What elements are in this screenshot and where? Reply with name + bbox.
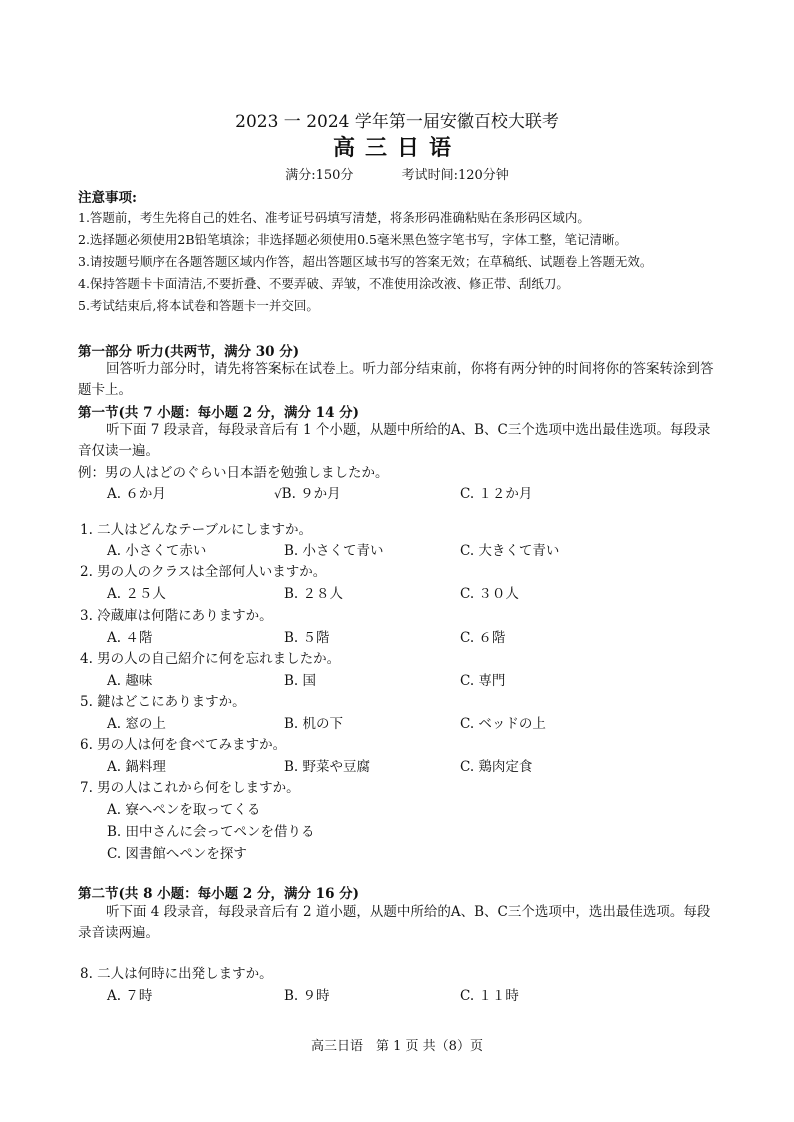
- example-option-a: A. ６か月: [107, 486, 166, 502]
- exam-meta: [0, 164, 794, 183]
- q4-option-c: C. 専門: [460, 673, 506, 689]
- q6-option-b: B. 野菜や豆腐: [284, 759, 371, 775]
- section1-heading: 第一节(共 7 小题：每小题 2 分，满分 14 分): [78, 405, 360, 421]
- section2-heading: 第二节(共 8 小题：每小题 2 分，满分 16 分): [78, 886, 360, 902]
- exam-time: 考试时间:120分钟: [401, 168, 509, 183]
- example-option-c: C. １２か月: [460, 486, 533, 502]
- question-8: 8. 二人は何時に出発しますか。: [80, 966, 273, 982]
- q1-option-a: A. 小さくて赤い: [107, 543, 207, 559]
- notice-item: 3.请按题号顺序在各题答题区域内作答，超出答题区域书写的答案无效；在草稿纸、试题卷上答题无效。: [78, 254, 653, 269]
- q2-option-c: C. ３０人: [460, 586, 519, 602]
- exam-title: 2023 一 2024 学年第一届安徽百校大联考: [235, 112, 559, 132]
- question-5: 5. 鍵はどこにありますか。: [80, 694, 246, 710]
- example-option-b: B. ９か月: [281, 486, 341, 502]
- q6-option-a: A. 鍋料理: [107, 759, 166, 775]
- notice-heading: 注意事项:: [78, 190, 137, 206]
- q5-option-a: A. 窓の上: [107, 716, 166, 732]
- q8-option-c: C. １１時: [460, 988, 519, 1004]
- q8-option-a: A. ７時: [107, 988, 153, 1004]
- q2-option-b: B. ２８人: [284, 586, 344, 602]
- example-question: 例：男の人はどのぐらい日本語を勉強しましたか。: [78, 465, 389, 481]
- page-footer: 高三日语 第 1 页 共（8）页: [311, 1039, 483, 1054]
- notice-item: 1.答题前，考生先将自己的姓名、准考证号码填写清楚，将条形码准确粘贴在条形码区域内。: [78, 210, 590, 225]
- q4-option-a: A. 趣味: [107, 673, 153, 689]
- q5-option-b: B. 机の下: [284, 716, 344, 732]
- question-6: 6. 男の人は何を食べてみますか。: [80, 737, 287, 753]
- q3-option-b: B. ５階: [284, 630, 330, 646]
- q4-option-b: B. 国: [284, 673, 317, 689]
- q7-option-c: C. 図書館へペンを探す: [107, 846, 247, 862]
- check-mark: √: [274, 487, 282, 501]
- q7-option-b: B. 田中さんに会ってペンを借りる: [107, 824, 315, 840]
- part1-instruction: 回答听力部分时，请先将答案标在试卷上。听力部分结束前，你将有两分钟的时间将你的答案转涂到答题卡上。: [78, 361, 714, 398]
- notice-item: 2.选择题必须使用2B铅笔填涂；非选择题必须使用0.5毫米黑色签字笔书写，字体工整，笔记清晰。: [78, 232, 627, 247]
- q7-option-a: A. 寮へペンを取ってくる: [107, 802, 261, 818]
- part1-heading: 第一部分 听力(共两节，满分 30 分): [78, 344, 300, 360]
- q6-option-c: C. 鶏肉定食: [460, 759, 533, 775]
- notice-item: 4.保持答题卡卡面清洁,不要折叠、不要弄破、弄皱，不准使用涂改液、修正带、刮纸刀。: [78, 276, 569, 291]
- q5-option-c: C. ベッドの上: [460, 716, 546, 732]
- question-2: 2. 男の人のクラスは全部何人いますか。: [80, 564, 327, 580]
- question-1: 1. 二人はどんなテーブルにしますか。: [80, 522, 312, 538]
- q8-option-b: B. ９時: [284, 988, 330, 1004]
- section1-instruction: 听下面 7 段录音，每段录音后有 1 个小题，从题中所给的A、B、C三个选项中选出最佳选项。每段录音仅读一遍。: [78, 422, 711, 459]
- question-3: 3. 冷蔵庫は何階にありますか。: [80, 608, 273, 624]
- q1-option-b: B. 小さくて青い: [284, 543, 384, 559]
- section2-instruction: 听下面 4 段录音，每段录音后有 2 道小题，从题中所给的A、B、C三个选项中，选出最佳选项。每段录音读两遍。: [78, 904, 711, 941]
- example-answer-check: [274, 482, 341, 502]
- q2-option-a: A. ２５人: [107, 586, 166, 602]
- question-7: 7. 男の人はこれから何をしますか。: [80, 780, 300, 796]
- full-score: 满分:150分: [285, 168, 354, 183]
- question-4: 4. 男の人の自己紹介に何を忘れましたか。: [80, 651, 341, 667]
- subject-title: 高三日语: [332, 135, 461, 161]
- notice-item: 5.考试结束后,将本试卷和答题卡一并交回。: [78, 298, 319, 313]
- q1-option-c: C. 大きくて青い: [460, 543, 560, 559]
- q3-option-c: C. ６階: [460, 630, 506, 646]
- q3-option-a: A. ４階: [107, 630, 153, 646]
